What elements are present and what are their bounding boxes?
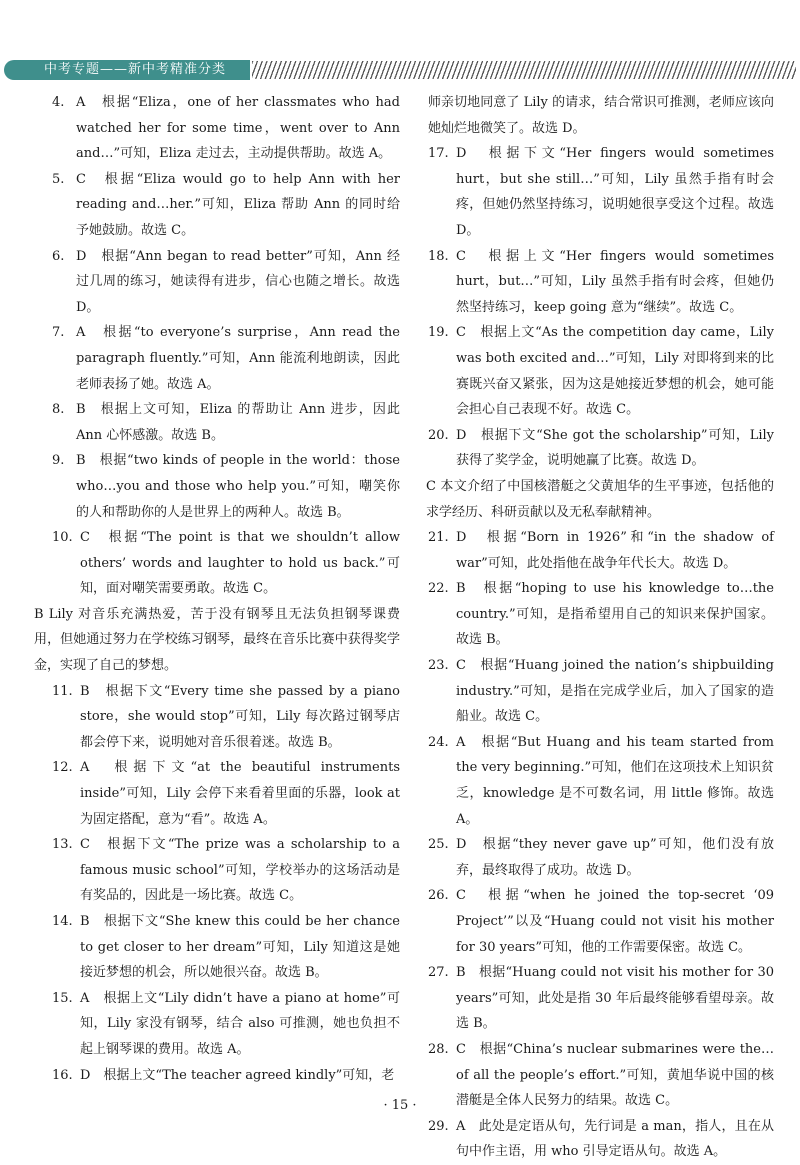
answer-item	[428, 576, 774, 653]
banner-title: 中考专题——新中考精准分类	[4, 60, 250, 80]
answer-number: 8.	[52, 402, 65, 418]
answer-item	[428, 244, 774, 321]
answer-explanation: A 根据“to everyone’s surprise，Ann read the paragraph fluently.”可知，Ann 能流利地朗读，因此老师表扬了她。故选 A。	[76, 325, 400, 392]
answer-item	[428, 653, 774, 730]
answer-number: 20.	[428, 427, 449, 443]
answer-number: 6.	[52, 248, 65, 264]
answer-explanation: B 根据“hoping to use his knowledge to…the country.”可知，是指希望用自己的知识来保护国家。故选 B。	[456, 581, 774, 648]
answer-number: 26.	[428, 888, 449, 904]
answer-explanation: C 根据下文“The prize was a scholarship to a famous music school”可知，学校举办的这场活动是有奖品的，因此是一场比赛。故选 C。	[80, 837, 400, 904]
answer-explanation: A 根据“Eliza，one of her classmates who had watched her for some time，went over to Ann and…”可知，Eliza 走过去，主动提供帮助。故选 A。	[76, 95, 400, 162]
header-banner	[0, 60, 800, 80]
answer-number: 5.	[52, 171, 65, 187]
answer-item	[52, 679, 400, 756]
answer-item	[52, 244, 400, 321]
answer-item	[52, 167, 400, 244]
answer-item	[52, 1063, 400, 1089]
answer-explanation: B 根据“Huang could not visit his mother for 30 years”可知，此处是指 30 年后最终能够看望母亲。故选 B。	[456, 965, 774, 1032]
answer-number: 11.	[52, 683, 73, 699]
answer-item	[428, 1114, 774, 1165]
answer-explanation: D 根据“they never gave up”可知，他们没有放弃，最终取得了成功。故选 D。	[456, 837, 774, 878]
answer-explanation: C 根据“Huang joined the nation’s shipbuilding industry.”可知，是指在完成学业后，加入了国家的造船业。故选 C。	[456, 658, 774, 725]
answer-explanation: C 根据“Eliza would go to help Ann with her reading and…her.”可知，Eliza 帮助 Ann 的同时给予她鼓励。故选 C。	[76, 171, 400, 238]
banner-stripes-decoration	[252, 61, 796, 79]
answer-explanation: C 根据“when he joined the top-secret ‘09 Project’”以及“Huang could not visit his mother for 30 years”可知，他的工作需要保密。故选 C。	[456, 888, 774, 955]
answer-number: 12.	[52, 760, 73, 776]
answer-explanation: D 根据下文“Her fingers would sometimes hurt，but she still…”可知，Lily 虽然手指有时会疼，但她仍然坚持练习，说明她很享受这个过程。故选 D。	[456, 146, 774, 238]
answer-number: 9.	[52, 453, 65, 469]
answer-item	[52, 320, 400, 397]
answer-item	[52, 986, 400, 1063]
answer-number: 21.	[428, 530, 449, 546]
answer-item	[52, 90, 400, 167]
answer-item	[52, 448, 400, 525]
answer-number: 25.	[428, 837, 449, 853]
answer-explanation: C 根据“China’s nuclear submarines were the…of all the people’s effort.”可知，黄旭华说中国的核潜艇是全体人民努力的结果。故选 C。	[456, 1041, 774, 1109]
section-b-summary: B Lily 对音乐充满热爱，苦于没有钢琴且无法负担钢琴课费用，但她通过努力在学校练习钢琴，最终在音乐比赛中获得奖学金，实现了自己的梦想。	[34, 606, 400, 674]
answer-item	[428, 320, 774, 422]
answer-item	[428, 141, 774, 243]
answer-explanation: A 此处是定语从句，先行词是 a man，指人，且在从句中作主语，用 who 引导定语从句。故选 A。	[456, 1118, 774, 1160]
answer-explanation: B 根据下文“Every time she passed by a piano store，she would stop”可知，Lily 每次路过钢琴店都会停下来，说明她对音乐很着迷。故选 B。	[80, 683, 400, 750]
answer-item	[428, 730, 774, 832]
answer-number: 28.	[428, 1041, 449, 1057]
answer-explanation: D 根据下文“She got the scholarship”可知，Lily 获得了奖学金，说明她赢了比赛。故选 D。	[456, 427, 774, 469]
answer-number: 4.	[52, 95, 65, 110]
answer-item	[428, 883, 774, 960]
answer-number: 16.	[52, 1067, 73, 1083]
answer-number: 18.	[428, 248, 449, 264]
answer-number: 29.	[428, 1118, 449, 1134]
section-c-summary: C 本文介绍了中国核潜艇之父黄旭华的生平事迹，包括他的求学经历、科研贡献以及无私奉献精神。	[426, 478, 774, 520]
answer-item	[428, 832, 774, 883]
answer-explanation: D 根据“Born in 1926”和“in the shadow of war”可知，此处指他在战争年代长大。故选 D。	[456, 530, 774, 571]
answer-item	[428, 525, 774, 576]
answer-number: 27.	[428, 965, 449, 981]
answer-number: 17.	[428, 146, 449, 162]
answer-item	[52, 832, 400, 909]
right-column	[428, 90, 774, 1165]
answer-explanation: B 根据下文“She knew this could be her chance to get closer to her dream”可知，Lily 知道这是她接近梦想的机会，所以她很兴奋。故选 B。	[80, 914, 400, 981]
answer-number: 24.	[428, 734, 449, 750]
answer-explanation: A 根据“But Huang and his team started from the very beginning.”可知，他们在这项技术上知识贫乏，knowledge 是不可数名词，用 little 修饰。故选 A。	[456, 734, 774, 827]
answer-number: 23.	[428, 658, 449, 674]
answer-explanation: C 根据上文“As the competition day came，Lily was both excited and…”可知，Lily 对即将到来的比赛既兴奋又紧张，因为这是她接近梦想的机会，她可能会担心自己表现不好。故选 C。	[456, 325, 774, 418]
page-number: · 15 ·	[383, 1098, 417, 1113]
answer-number: 19.	[428, 325, 449, 341]
answer-item	[428, 960, 774, 1037]
answer-number: 15.	[52, 990, 73, 1006]
answer-explanation: A 根据下文“at the beautiful instruments inside”可知，Lily 会停下来看着里面的乐器，look at 为固定搭配，意为“看”。故选 A。	[80, 760, 400, 827]
answer-explanation: B 根据“two kinds of people in the world：those who…you and those who help you.”可知，嘲笑你的人和帮助你的人是世界上的两种人。故选 B。	[76, 453, 400, 520]
answer-item	[52, 397, 400, 448]
answer-item	[52, 525, 400, 602]
continuation-text: 师亲切地同意了 Lily 的请求，结合常识可推测，老师应该向她灿烂地微笑了。故选 D。	[428, 95, 774, 136]
answer-number: 13.	[52, 837, 73, 853]
answer-explanation: D 根据“Ann began to read better”可知，Ann 经过几周的练习，她读得有进步，信心也随之增长。故选 D。	[76, 248, 400, 315]
answer-explanation: C 根据“The point is that we shouldn’t allow others’ words and laughter to hold us back.”可知，面对嘲笑需要勇敢。故选 C。	[80, 530, 400, 597]
left-column	[34, 90, 400, 1088]
answer-explanation: D 根据上文“The teacher agreed kindly”可知，老	[80, 1067, 395, 1083]
answer-number: 7.	[52, 325, 65, 341]
answer-item	[52, 909, 400, 986]
answer-number: 14.	[52, 914, 73, 929]
answer-explanation: B 根据上文可知，Eliza 的帮助让 Ann 进步，因此 Ann 心怀感激。故选 B。	[76, 402, 400, 443]
answer-explanation: C 根据上文“Her fingers would sometimes hurt，but…”可知，Lily 虽然手指有时会疼，但她仍然坚持练习，keep going 意为“继续”。故选 C。	[456, 248, 774, 315]
answer-number: 10.	[52, 530, 73, 546]
answer-item	[428, 423, 774, 474]
answer-explanation: A 根据上文“Lily didn’t have a piano at home”可知，Lily 家没有钢琴，结合 also 可推测，她也负担不起上钢琴课的费用。故选 A。	[80, 990, 400, 1057]
answer-item	[52, 755, 400, 832]
answer-number: 22.	[428, 581, 449, 597]
